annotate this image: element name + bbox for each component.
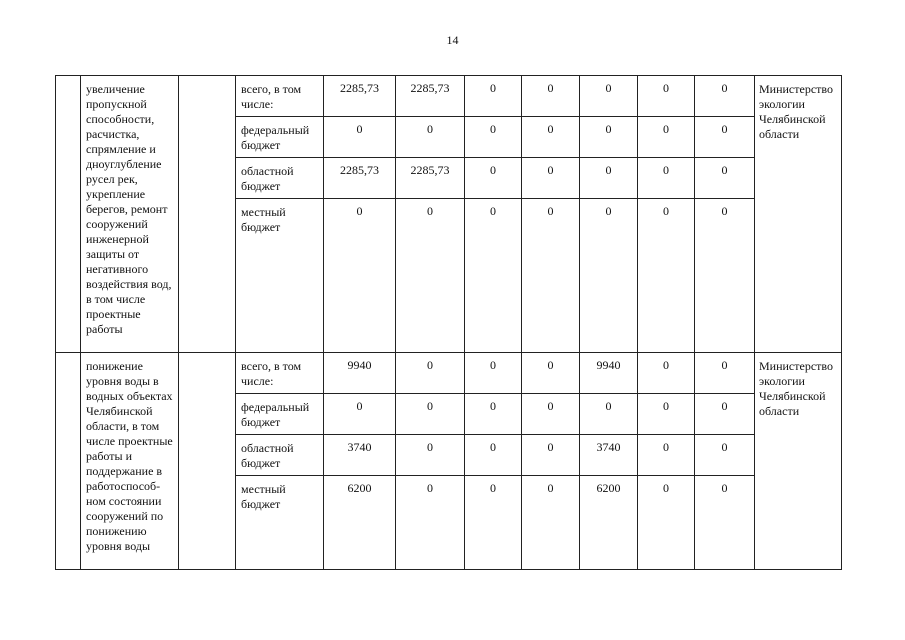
amount-cell: 0 [638, 476, 695, 570]
amount-cell: 0 [396, 435, 465, 476]
funding-source-label: местный бюджет [236, 199, 324, 353]
amount-cell: 0 [695, 158, 755, 199]
amount-cell: 0 [522, 476, 580, 570]
table-row [56, 353, 842, 394]
amount-cell: 0 [695, 199, 755, 353]
amount-cell: 0 [324, 199, 396, 353]
amount-cell: 0 [396, 394, 465, 435]
amount-cell: 0 [695, 76, 755, 117]
amount-cell: 0 [522, 117, 580, 158]
funding-table [55, 75, 842, 570]
amount-cell: 0 [695, 435, 755, 476]
amount-cell: 0 [580, 117, 638, 158]
amount-cell: 0 [638, 199, 695, 353]
amount-cell: 3740 [324, 435, 396, 476]
amount-cell: 0 [522, 353, 580, 394]
empty-cell [179, 353, 236, 570]
amount-cell: 0 [522, 394, 580, 435]
funding-source-label: областной бюджет [236, 435, 324, 476]
funding-source-label: федеральный бюджет [236, 394, 324, 435]
amount-cell: 0 [695, 394, 755, 435]
amount-cell: 0 [638, 117, 695, 158]
responsible-organization: Министерство экологии Челябинской области [755, 353, 842, 570]
measure-description: увеличение пропускной способности, расчистка, спрямление и дноуглубление русел рек, укрепление берегов, ремонт сооружений инженерной защиты от негативного воздействия вод, в том числе проектные работы [81, 76, 179, 353]
amount-cell: 0 [396, 476, 465, 570]
amount-cell: 0 [324, 394, 396, 435]
funding-source-label: всего, в том числе: [236, 76, 324, 117]
amount-cell: 0 [638, 76, 695, 117]
page-number: 14 [446, 33, 459, 47]
amount-cell: 0 [695, 476, 755, 570]
amount-cell: 0 [396, 353, 465, 394]
amount-cell: 0 [465, 158, 522, 199]
empty-cell [179, 76, 236, 353]
amount-cell: 0 [396, 117, 465, 158]
amount-cell: 0 [522, 199, 580, 353]
amount-cell: 0 [465, 476, 522, 570]
amount-cell: 0 [522, 76, 580, 117]
amount-cell: 9940 [324, 353, 396, 394]
amount-cell: 2285,73 [396, 158, 465, 199]
amount-cell: 0 [638, 158, 695, 199]
amount-cell: 0 [465, 394, 522, 435]
amount-cell: 9940 [580, 353, 638, 394]
amount-cell: 3740 [580, 435, 638, 476]
row-number-cell [56, 76, 81, 353]
amount-cell: 0 [580, 199, 638, 353]
amount-cell: 0 [465, 76, 522, 117]
amount-cell: 0 [396, 199, 465, 353]
amount-cell: 0 [580, 76, 638, 117]
amount-cell: 0 [580, 394, 638, 435]
responsible-organization: Министерство экологии Челябинской области [755, 76, 842, 353]
amount-cell: 2285,73 [324, 76, 396, 117]
amount-cell: 0 [638, 353, 695, 394]
funding-source-label: федеральный бюджет [236, 117, 324, 158]
row-number-cell [56, 353, 81, 570]
amount-cell: 0 [580, 158, 638, 199]
amount-cell: 2285,73 [396, 76, 465, 117]
amount-cell: 0 [465, 117, 522, 158]
amount-cell: 0 [465, 199, 522, 353]
amount-cell: 0 [465, 435, 522, 476]
amount-cell: 2285,73 [324, 158, 396, 199]
table-row [56, 76, 842, 117]
funding-source-label: областной бюджет [236, 158, 324, 199]
amount-cell: 0 [324, 117, 396, 158]
funding-source-label: всего, в том числе: [236, 353, 324, 394]
amount-cell: 6200 [580, 476, 638, 570]
funding-source-label: местный бюджет [236, 476, 324, 570]
amount-cell: 6200 [324, 476, 396, 570]
amount-cell: 0 [522, 435, 580, 476]
amount-cell: 0 [465, 353, 522, 394]
amount-cell: 0 [695, 353, 755, 394]
amount-cell: 0 [638, 435, 695, 476]
measure-description: понижение уровня воды в водных объектах Челябинской области, в том числе проектные работы и поддержание в работоспособ-ном состоянии сооружений по понижению уровня воды [81, 353, 179, 570]
amount-cell: 0 [638, 394, 695, 435]
amount-cell: 0 [695, 117, 755, 158]
amount-cell: 0 [522, 158, 580, 199]
